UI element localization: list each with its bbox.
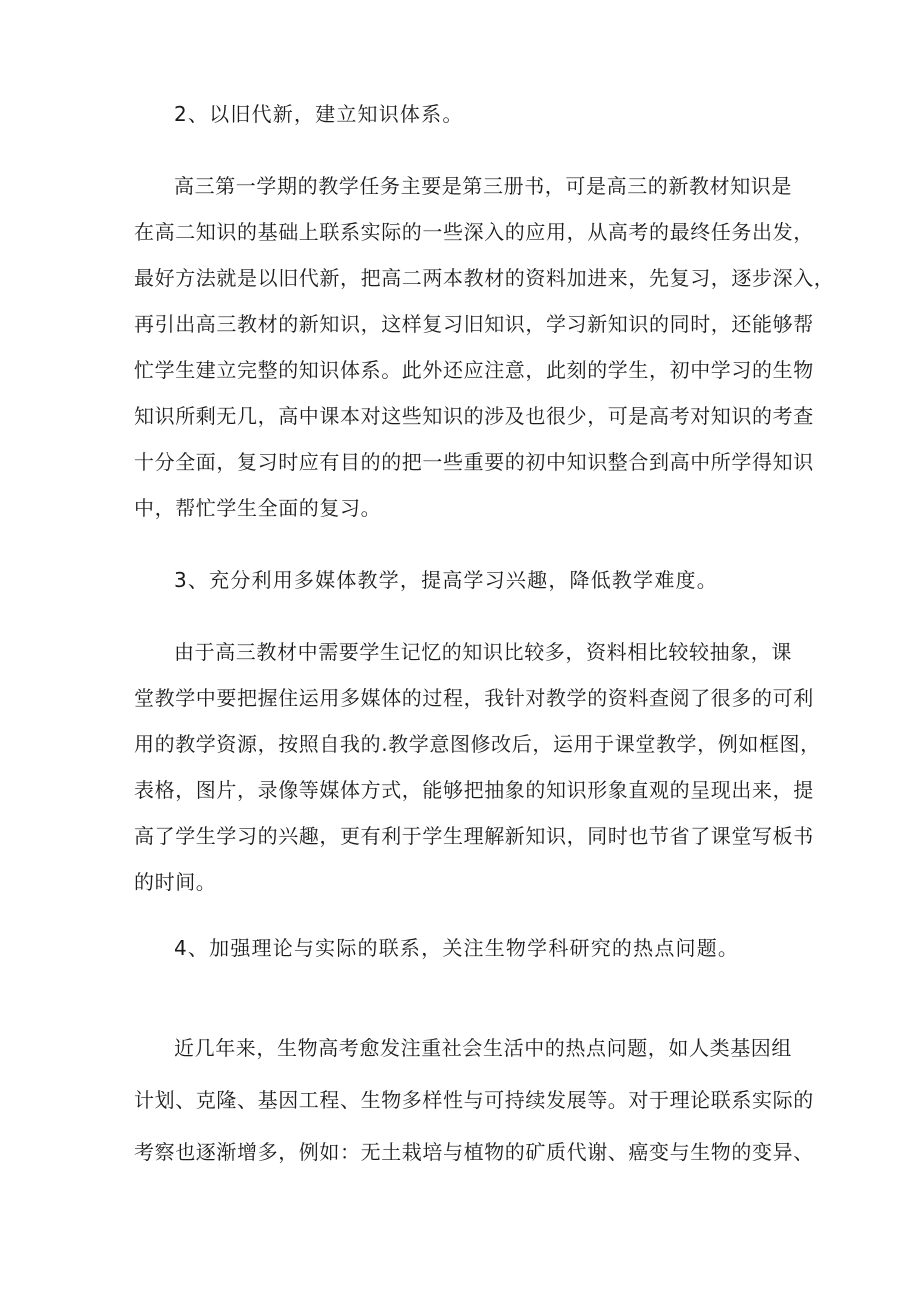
paragraph-line: 考察也逐渐增多，例如：无土栽培与植物的矿质代谢、癌变与生物的变异、	[134, 1140, 814, 1164]
paragraph-line: 高三第一学期的教学任务主要是第三册书，可是高三的新教材知识是	[174, 174, 792, 198]
paragraph-line: 知识所剩无几，高中课本对这些知识的涉及也很少，可是高考对知识的考查	[134, 404, 814, 428]
paragraph-line: 忙学生建立完整的知识体系。此外还应注意，此刻的学生，初中学习的生物	[134, 358, 814, 382]
section-heading: 4、加强理论与实际的联系，关注生物学科研究的热点问题。	[174, 936, 740, 960]
paragraph-line: 高了学生学习的兴趣，更有利于学生理解新知识，同时也节省了课堂写板书	[134, 824, 814, 848]
section-heading: 3、充分利用多媒体教学，提高学习兴趣，降低教学难度。	[174, 568, 718, 592]
paragraph-line: 用的教学资源，按照自我的.教学意图修改后，运用于课堂教学，例如框图，	[134, 732, 821, 756]
paragraph-line: 再引出高三教材的新知识，这样复习旧知识，学习新知识的同时，还能够帮	[134, 312, 814, 336]
paragraph-line: 在高二知识的基础上联系实际的一些深入的应用，从高考的最终任务出发，	[134, 220, 814, 244]
paragraph-line: 十分全面，复习时应有目的的把一些重要的初中知识整合到高中所学得知识	[134, 450, 814, 474]
section-heading: 2、以旧代新，建立知识体系。	[174, 102, 464, 126]
paragraph-line: 中，帮忙学生全面的复习。	[134, 496, 382, 520]
paragraph-line: 表格，图片，录像等媒体方式，能够把抽象的知识形象直观的呈现出来，提	[134, 778, 814, 802]
paragraph-line: 最好方法就是以旧代新，把高二两本教材的资料加进来，先复习，逐步深入，	[134, 266, 835, 290]
paragraph-line: 的时间。	[134, 870, 217, 894]
paragraph-line: 堂教学中要把握住运用多媒体的过程，我针对教学的资料查阅了很多的可利	[134, 686, 814, 710]
paragraph-line: 由于高三教材中需要学生记忆的知识比较多，资料相比较较抽象，课	[174, 640, 792, 664]
paragraph-line: 近几年来，生物高考愈发注重社会生活中的热点问题，如人类基因组	[174, 1036, 792, 1060]
paragraph-line: 计划、克隆、基因工程、生物多样性与可持续发展等。对于理论联系实际的	[134, 1088, 814, 1112]
